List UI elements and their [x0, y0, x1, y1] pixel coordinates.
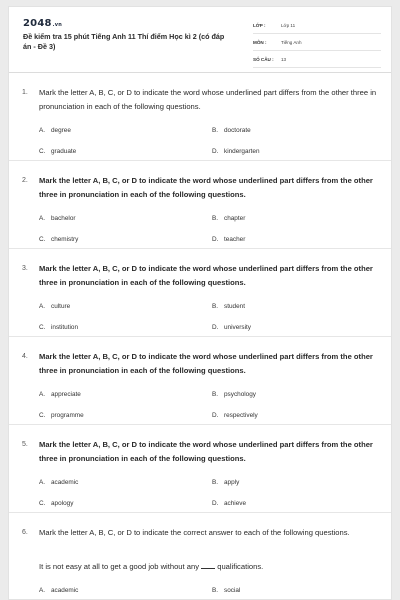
answer-option-b[interactable]: B. doctorate: [212, 127, 251, 134]
meta-row-subject: [253, 34, 381, 51]
worksheet-header: [9, 7, 391, 73]
question-text: Mark the letter A, B, C, or D to indicate the word whose underlined part differs from the other three in pronunciation in each of the following questions.: [39, 440, 373, 463]
answer-option-a[interactable]: A. appreciate: [39, 391, 81, 398]
answer-option-a[interactable]: A. culture: [39, 303, 71, 310]
question-number: 6.: [22, 529, 28, 536]
meta-row-class: [253, 17, 381, 34]
question-number: 1.: [22, 89, 28, 96]
answer-option-d[interactable]: D. respectively: [212, 412, 258, 419]
answer-option-c[interactable]: C. institution: [39, 324, 78, 331]
question-text: Mark the letter A, B, C, or D to indicate the word whose underlined part differs from the other three in pronunciation in each of the following questions.: [39, 264, 373, 287]
question-text: Mark the letter A, B, C, or D to indicate the word whose underlined part differs from the other three in pronunciation in each of the following questions.: [39, 176, 373, 199]
question-item: [9, 425, 391, 513]
answer-option-d[interactable]: D. kindergarten: [212, 148, 260, 155]
answer-blank: [201, 561, 215, 569]
answer-option-c[interactable]: C. programme: [39, 412, 84, 419]
answer-option-c[interactable]: C. graduate: [39, 148, 77, 155]
prompt-text-after: qualifications.: [215, 562, 264, 571]
answer-option-a[interactable]: A. degree: [39, 127, 71, 134]
answer-option-b[interactable]: B. apply: [212, 479, 240, 486]
answer-option-b[interactable]: B. social: [212, 587, 241, 594]
meta-label: SỐ CÂU :: [253, 56, 274, 62]
document-title: Đề kiểm tra 15 phút Tiếng Anh 11 Thí điểm Học kì 2 (có đáp án - Đề 3): [23, 32, 225, 51]
question-text: Mark the letter A, B, C, or D to indicate the word whose underlined part differs from the other three in pronunciation in each of the following questions.: [39, 352, 373, 375]
meta-value: Lớp 11: [281, 22, 296, 28]
meta-row-count: [253, 51, 381, 68]
question-number: 2.: [22, 177, 28, 184]
answer-option-d[interactable]: D. achieve: [212, 500, 247, 507]
meta-label: MÔN :: [253, 39, 267, 45]
answer-option-a[interactable]: A. bachelor: [39, 215, 76, 222]
document-meta: [253, 17, 381, 68]
answer-option-c[interactable]: C. apology: [39, 500, 74, 507]
answer-option-d[interactable]: D. university: [212, 324, 251, 331]
meta-label: LỚP :: [253, 22, 266, 28]
question-item: [9, 337, 391, 425]
question-item: [9, 161, 391, 249]
answer-option-c[interactable]: C. chemistry: [39, 236, 79, 243]
site-logo[interactable]: 2048.vn: [23, 18, 62, 29]
question-number: 5.: [22, 441, 28, 448]
question-list: [9, 73, 391, 600]
meta-value: 13: [281, 56, 287, 62]
answer-option-a[interactable]: A. academic: [39, 479, 79, 486]
question-text: Mark the letter A, B, C, or D to indicate the word whose underlined part differs from the other three in pronunciation in each of the following questions.: [39, 88, 377, 111]
answer-option-b[interactable]: B. psychology: [212, 391, 256, 398]
question-prompt: [39, 560, 381, 574]
question-text: Mark the letter A, B, C, or D to indicate the correct answer to each of the following questions.: [39, 528, 350, 537]
question-number: 4.: [22, 353, 28, 360]
question-item: [9, 249, 391, 337]
answer-option-d[interactable]: D. teacher: [212, 236, 246, 243]
prompt-text-before: It is not easy at all to get a good job without any: [39, 562, 202, 571]
worksheet: [8, 6, 392, 600]
question-item: [9, 513, 391, 600]
meta-value: Tiếng Anh: [281, 39, 302, 45]
answer-option-b[interactable]: B. chapter: [212, 215, 246, 222]
question-item: [9, 73, 391, 161]
answer-option-b[interactable]: B. student: [212, 303, 245, 310]
question-number: 3.: [22, 265, 28, 272]
answer-option-a[interactable]: A. academic: [39, 587, 79, 594]
